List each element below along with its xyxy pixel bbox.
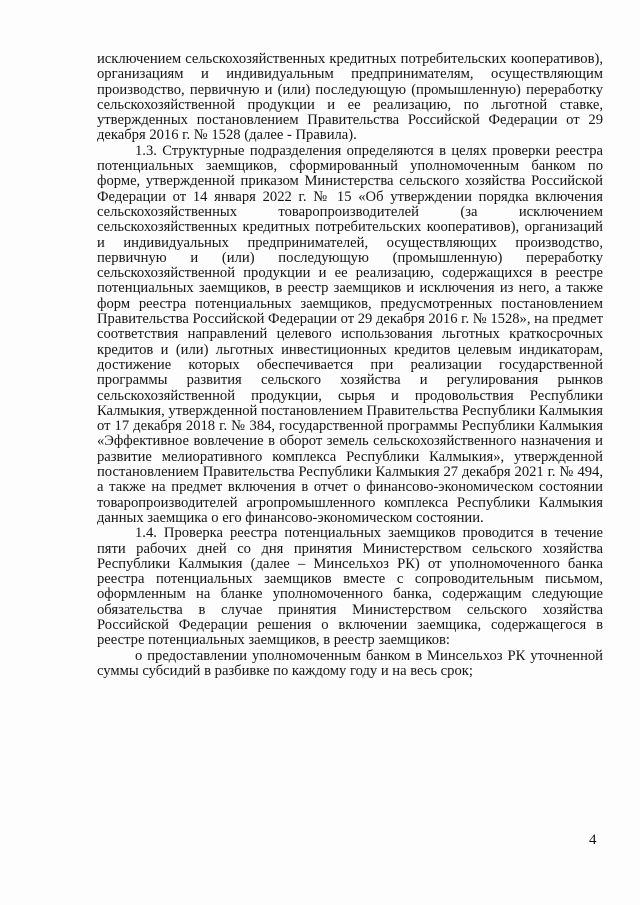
paragraph-1-3: 1.3. Структурные подразделения определяются в целях проверки реестра потенциальных заемщиков, сформированный уполномоченным банком по форме, утвержденной приказом Министерства сельского хозяйства Российской Федерации от 14 января 2022 г. № 15 «Об утверждении порядка включения сельскохозяйственных товаропроизводителей (за исключением сельскохозяйственных кредитных потребительских кооперативов), организаций и индивидуальных предпринимателей, осуществляющих производство, первичную и (или) последующую (промышленную) переработку сельскохозяйственной продукции и ее реализацию, содержащихся в реестре потенциальных заемщиков, в реестр заемщиков и исключения из него, а также форм реестра потенциальных заемщиков, предусмотренных постановлением Правительства Российской Федерации от 29 декабря 2016 г. № 1528», на предмет соответствия направлений целевого использования льготных краткосрочных кредитов и (или) льготных инвестиционных кредитов целевым индикаторам, достижение которых обеспечивается при реализации государственной программы развития сельского хозяйства и регулирования рынков сельскохозяйственной продукции, сырья и продовольствия Республики Калмыкия, утвержденной постановлением Правительства Республики Калмыкия от 17 декабря 2018 г. № 384, государственной программы Республики Калмыкия «Эффективное вовлечение в оборот земель сельскохозяйственного назначения и развитие мелиоративного комплекса Республики Калмыкия», утвержденной постановлением Правительства Республики Калмыкия 27 декабря 2021 г. № 494, а также на предмет включения в отчет о финансово-экономическом состоянии товаропроизводителей агропромышленного комплекса Республики Калмыкия данных заемщика о его финансово-экономическом состоянии. (97, 142, 603, 526)
paragraph-continuation: исключением сельскохозяйственных кредитных потребительских кооперативов), организациям и индивидуальным предпринимателям, осуществляющим производство, первичную и (или) последующую (промышленную) переработку сельскохозяйственной продукции и ее реализацию, по льготной ставке, утвержденных постановлением Правительства Российской Федерации от 29 декабря 2016 г. № 1528 (далее - Правила). (97, 51, 603, 144)
body-text (97, 52, 603, 679)
page-number: 4 (589, 832, 597, 848)
paragraph-obligation: о предоставлении уполномоченным банком в Минсельхоз РК уточненной суммы субсидий в разбивке по каждому году и на весь срок; (97, 647, 603, 679)
paragraph-1-4: 1.4. Проверка реестра потенциальных заемщиков проводится в течение пяти рабочих дней со дня принятия Министерством сельского хозяйства Республики Калмыкия (далее – Минсельхоз РК) от уполномоченного банка реестра потенциальных заемщиков вместе с сопроводительным письмом, оформленным на бланке уполномоченного банка, содержащим следующие обязательства в случае принятия Министерством сельского хозяйства Российской Федерации решения о включении заемщика, содержащегося в реестре потенциальных заемщиков, в реестр заемщиков: (97, 525, 603, 649)
